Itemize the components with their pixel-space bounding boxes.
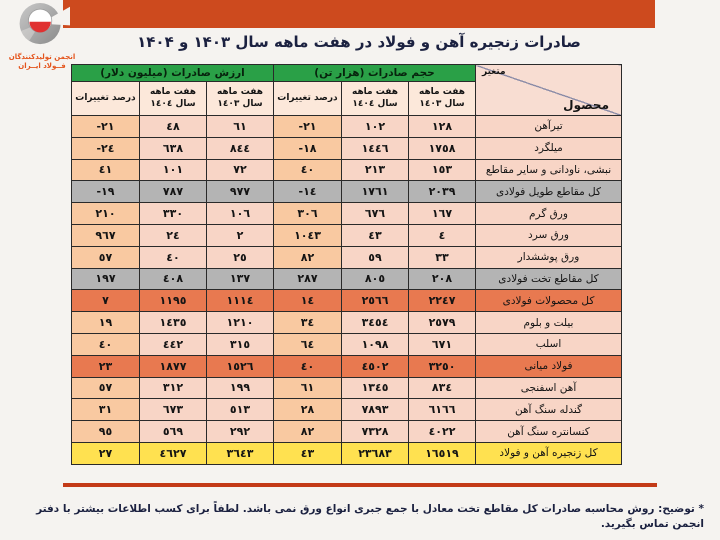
- value-cell: ١٥٣: [409, 159, 476, 181]
- table-row: [71, 137, 621, 159]
- value-cell: ١٩٧: [71, 268, 139, 290]
- table-row: [71, 399, 621, 421]
- footnote-text: روش محاسبه صادرات کل مقاطع تخت معادل با جمع جبری انواع ورق نمی باشد. لطفاً برای کسب اطلاعات بیشتر با دفتر انجمن تماس بگیرید.: [36, 503, 704, 530]
- value-cell: ٤١: [71, 159, 139, 181]
- value-cell: ٤٣: [342, 224, 409, 246]
- value-cell: ٧: [71, 290, 139, 312]
- steel-association-logo-icon: [14, 1, 70, 48]
- value-cell: ٤٦٢٧: [139, 442, 206, 464]
- value-cell: ٢٤: [139, 224, 206, 246]
- product-cell: میلگرد: [476, 137, 622, 159]
- value-cell: ٤٠٨: [139, 268, 206, 290]
- value-cell: ٧٣٢٨: [342, 421, 409, 443]
- value-cell: ٩٦٧: [71, 224, 139, 246]
- value-cell: ٤٥٠٢: [342, 355, 409, 377]
- value-cell: ٦٤: [273, 333, 341, 355]
- exports-table-wrap: [72, 64, 622, 465]
- value-cell: ٦٧٣: [139, 399, 206, 421]
- value-cell: ٣٣: [409, 246, 476, 268]
- table-row: [71, 312, 621, 334]
- value-cell: ٩٥: [71, 421, 139, 443]
- exports-table: [71, 64, 622, 465]
- product-cell: کنسانتره سنگ آهن: [476, 421, 622, 443]
- value-cell: ٢١٣: [342, 159, 409, 181]
- product-cell: گندله سنگ آهن: [476, 399, 622, 421]
- divider-line: [63, 483, 657, 487]
- value-cell: -٢٤: [71, 137, 139, 159]
- value-cell: -٢١: [273, 116, 341, 138]
- value-cell: ٢٨٧: [273, 268, 341, 290]
- value-cell: ٢٧: [71, 442, 139, 464]
- value-cell: ٢٣: [71, 355, 139, 377]
- column-header: هفت ماهه سال ١٤٠٣: [409, 81, 476, 115]
- value-cell: -١٨: [273, 137, 341, 159]
- value-cell: ٤٠: [273, 355, 341, 377]
- value-cell: ٦١: [206, 116, 273, 138]
- value-cell: ٢٨: [273, 399, 341, 421]
- table-row: [71, 116, 621, 138]
- value-cell: ٧٨٧: [139, 181, 206, 203]
- value-cell: ١٥٢٦: [206, 355, 273, 377]
- value-cell: ٢٥: [206, 246, 273, 268]
- value-cell: ٣٦٤٣: [206, 442, 273, 464]
- column-header: درصد تغییرات: [71, 81, 139, 115]
- value-cell: ٣٠٦: [273, 203, 341, 225]
- value-cell: ٢٢٤٧: [409, 290, 476, 312]
- value-cell: ٦١: [273, 377, 341, 399]
- value-cell: ١٣٧: [206, 268, 273, 290]
- value-group-header: ارزش صادرات (میلیون دلار): [71, 65, 273, 82]
- value-cell: ٤٠: [139, 246, 206, 268]
- product-cell: ورق گرم: [476, 203, 622, 225]
- table-row: [71, 333, 621, 355]
- table-row: [71, 203, 621, 225]
- value-cell: ٥٧: [71, 246, 139, 268]
- value-cell: ٨٠٥: [342, 268, 409, 290]
- value-cell: ١٩٩: [206, 377, 273, 399]
- value-cell: ٥١٣: [206, 399, 273, 421]
- corner-variable-label: متغیر: [482, 67, 506, 77]
- value-cell: ٢٣٦٨٣: [342, 442, 409, 464]
- product-cell: اسلب: [476, 333, 622, 355]
- value-cell: ٨٢: [273, 421, 341, 443]
- product-cell: تیرآهن: [476, 116, 622, 138]
- value-cell: ٣١: [71, 399, 139, 421]
- value-cell: ٣٣٠: [139, 203, 206, 225]
- product-cell: کل محصولات فولادی: [476, 290, 622, 312]
- value-cell: ١٦٧: [409, 203, 476, 225]
- value-cell: ٢١٠: [71, 203, 139, 225]
- value-cell: ٣١٢: [139, 377, 206, 399]
- volume-group-header: حجم صادرات (هزار تن): [273, 65, 475, 82]
- header-band: [63, 0, 655, 28]
- product-cell: آهن اسفنجی: [476, 377, 622, 399]
- value-cell: ٨٣٤: [409, 377, 476, 399]
- value-cell: ١٧٥٨: [409, 137, 476, 159]
- product-cell: بیلت و بلوم: [476, 312, 622, 334]
- value-cell: ١١٩٥: [139, 290, 206, 312]
- value-cell: ٧٨٩٣: [342, 399, 409, 421]
- value-cell: ١٠١: [139, 159, 206, 181]
- value-cell: ٩٧٧: [206, 181, 273, 203]
- value-cell: ٤٤٢: [139, 333, 206, 355]
- value-cell: ٥٩: [342, 246, 409, 268]
- product-cell: نبشی، ناودانی و سایر مقاطع: [476, 159, 622, 181]
- value-cell: ١٨٧٧: [139, 355, 206, 377]
- footnote: [16, 502, 704, 531]
- value-cell: ٤٠٢٢: [409, 421, 476, 443]
- corner-product-label: محصول: [563, 98, 609, 112]
- value-cell: ١٦٥١٩: [409, 442, 476, 464]
- value-cell: ١٠٢: [342, 116, 409, 138]
- value-cell: ٤٠: [273, 159, 341, 181]
- value-cell: ٥٦٩: [139, 421, 206, 443]
- group-header-row: [71, 65, 621, 82]
- table-row: [71, 159, 621, 181]
- value-cell: ١٤: [273, 290, 341, 312]
- value-cell: ٢٥٧٩: [409, 312, 476, 334]
- table-row: [71, 355, 621, 377]
- column-header: هفت ماهه سال ١٤٠٤: [139, 81, 206, 115]
- product-cell: کل مقاطع طویل فولادی: [476, 181, 622, 203]
- value-cell: ١٣٤٥: [342, 377, 409, 399]
- product-cell: کل زنجیره آهن و فولاد: [476, 442, 622, 464]
- value-cell: ٣١٥: [206, 333, 273, 355]
- column-header: هفت ماهه سال ١٤٠٤: [342, 81, 409, 115]
- table-row: [71, 442, 621, 464]
- value-cell: ٢: [206, 224, 273, 246]
- value-cell: ٢٠٣٩: [409, 181, 476, 203]
- page-title: صادرات زنجیره آهن و فولاد در هفت ماهه سال ۱۴۰۳ و ۱۴۰۴: [137, 33, 581, 51]
- value-cell: ٤٨: [139, 116, 206, 138]
- column-header: درصد تغییرات: [273, 81, 341, 115]
- corner-cell: [476, 65, 622, 116]
- value-cell: ٦١٦٦: [409, 399, 476, 421]
- table-row: [71, 421, 621, 443]
- value-cell: ١٢١٠: [206, 312, 273, 334]
- value-cell: ٢٥٦٦: [342, 290, 409, 312]
- value-cell: ١٧٦١: [342, 181, 409, 203]
- value-cell: ٧٢: [206, 159, 273, 181]
- value-cell: ٣٤٥٤: [342, 312, 409, 334]
- value-cell: ٤٣: [273, 442, 341, 464]
- table-row: [71, 268, 621, 290]
- table-row: [71, 290, 621, 312]
- value-cell: -٢١: [71, 116, 139, 138]
- value-cell: ١١١٤: [206, 290, 273, 312]
- value-cell: ١٤٤٦: [342, 137, 409, 159]
- value-cell: ٦٧٦: [342, 203, 409, 225]
- column-header: هفت ماهه سال ١٤٠٣: [206, 81, 273, 115]
- value-cell: ٤٠: [71, 333, 139, 355]
- logo-caption-line1: انجمن تولیدکنندگان: [8, 53, 76, 61]
- product-cell: فولاد میانی: [476, 355, 622, 377]
- logo-caption-line2: فــولاد ایــران: [18, 61, 66, 70]
- table-row: [71, 224, 621, 246]
- value-cell: ١٠٩٨: [342, 333, 409, 355]
- value-cell: ٨٢: [273, 246, 341, 268]
- value-cell: ٣٤: [273, 312, 341, 334]
- value-cell: ١٠٤٣: [273, 224, 341, 246]
- value-cell: -١٤: [273, 181, 341, 203]
- value-cell: ١٢٨: [409, 116, 476, 138]
- value-cell: ٦٣٨: [139, 137, 206, 159]
- value-cell: ٥٧: [71, 377, 139, 399]
- value-cell: ٢٠٨: [409, 268, 476, 290]
- value-cell: ٨٤٤: [206, 137, 273, 159]
- value-cell: ٤: [409, 224, 476, 246]
- footnote-label: * توضیح:: [658, 503, 704, 515]
- value-cell: ١٤٣٥: [139, 312, 206, 334]
- table-row: [71, 181, 621, 203]
- table-row: [71, 377, 621, 399]
- value-cell: -١٩: [71, 181, 139, 203]
- product-cell: ورق پوششدار: [476, 246, 622, 268]
- table-row: [71, 246, 621, 268]
- value-cell: ٢٩٢: [206, 421, 273, 443]
- value-cell: ١٠٦: [206, 203, 273, 225]
- product-cell: ورق سرد: [476, 224, 622, 246]
- value-cell: ٦٧١: [409, 333, 476, 355]
- value-cell: ٣٢٥٠: [409, 355, 476, 377]
- value-cell: ١٩: [71, 312, 139, 334]
- product-cell: کل مقاطع تخت فولادی: [476, 268, 622, 290]
